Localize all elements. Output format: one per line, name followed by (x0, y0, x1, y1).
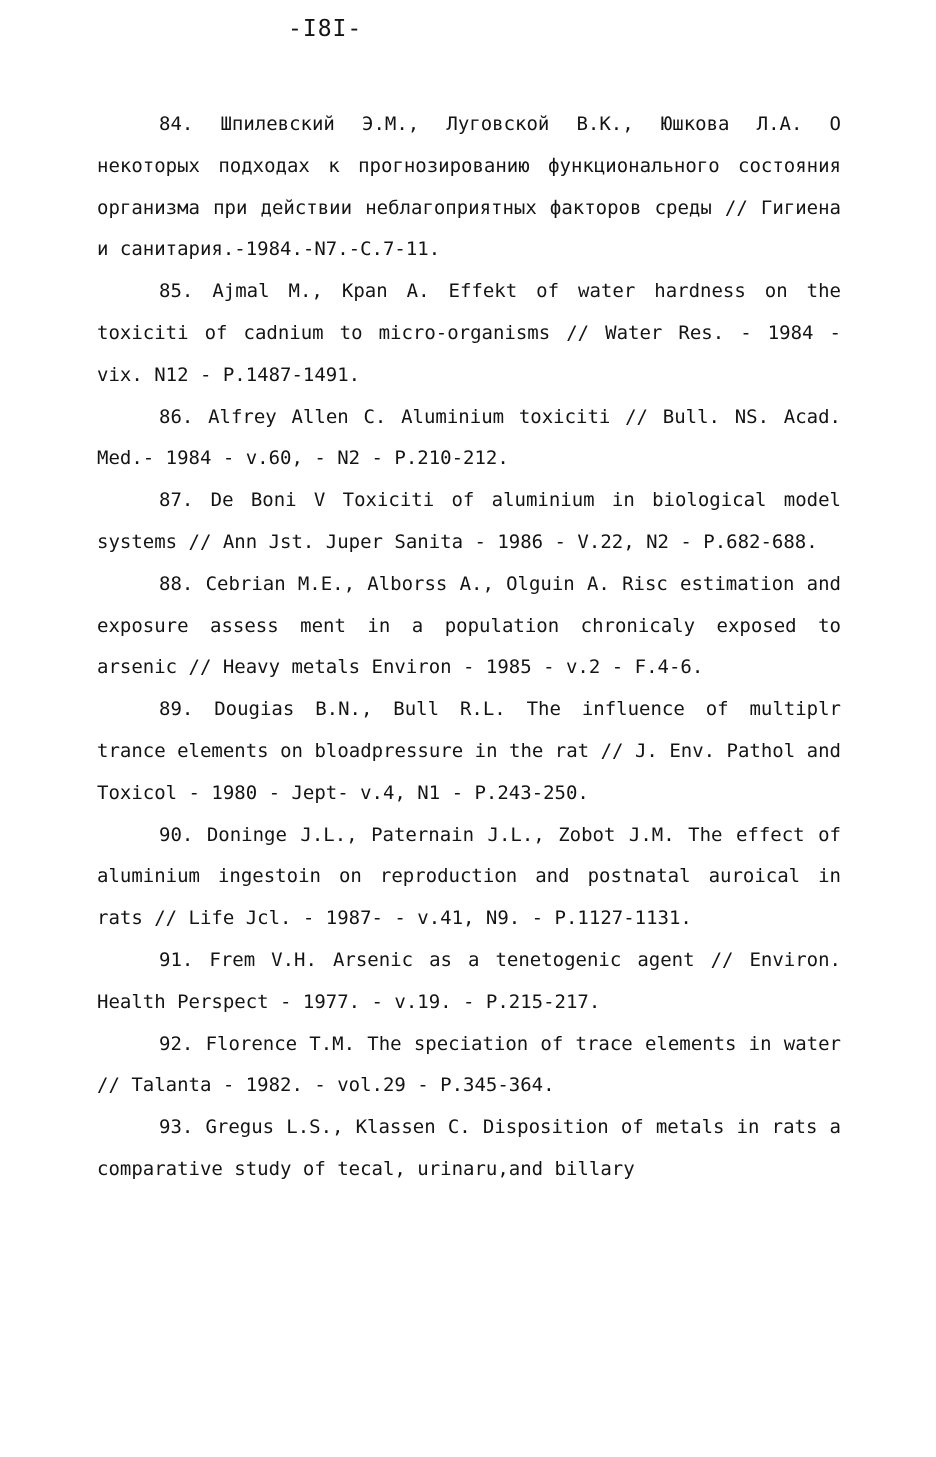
page-number: -I8I- (288, 16, 363, 42)
reference-text: Ajmal M., Kpan A. Effekt of water hardness on the toxiciti of cadnium to micro-organisms // Water Res. - 1984 - vix. N12 - P.1487-1491. (97, 280, 841, 386)
reference-item-93 (97, 1107, 841, 1191)
reference-number: 85. (159, 280, 194, 303)
reference-text: Cebrian M.E., Alborss A., Olguin A. Risc estimation and exposure assess ment in a population chronicaly exposed to arsenic // Heavy metals Environ - 1985 - v.2 - F.4-6. (97, 572, 841, 679)
reference-text: De Boni V Toxiciti of aluminium in biological model systems // Ann Jst. Juper Sanita - 1986 - V.22, N2 - P.682-688. (97, 489, 841, 553)
reference-item-91 (97, 940, 841, 1024)
reference-item-87 (97, 480, 841, 564)
reference-item-92 (97, 1024, 841, 1108)
reference-text: Шпилевский Э.М., Луговской В.К., Юшкова Л.А. О некоторых подходах к прогнозированию функционального состояния организма при действии неблагоприятных факторов среды // Гигиена и санитария.-1984.-N7.-С.7-11. (97, 113, 841, 261)
reference-text: Dougias B.N., Bull R.L. The influence of multiplr trance elements on bloadpressure in the rat // J. Env. Pathol and Toxicol - 1980 - Jept- v.4, N1 - P.243-250. (97, 698, 841, 804)
reference-item-84 (97, 104, 841, 271)
reference-number: 93. (159, 1116, 194, 1139)
reference-text: Gregus L.S., Klassen C. Disposition of metals in rats a comparative study of tecal, urinaru,and billary (97, 1116, 841, 1180)
reference-list (97, 104, 841, 1191)
reference-item-86 (97, 397, 841, 481)
reference-item-90 (97, 815, 841, 940)
reference-number: 84. (159, 113, 194, 135)
reference-number: 88. (159, 572, 194, 595)
reference-text: Doninge J.L., Paternain J.L., Zobot J.M. The effect of aluminium ingestoin on reproduction and postnatal auroical in rats // Life Jcl. - 1987- - v.41, N9. - P.1127-1131. (97, 823, 841, 930)
reference-number: 91. (159, 948, 194, 971)
reference-number: 87. (159, 489, 194, 512)
reference-number: 89. (159, 698, 194, 721)
reference-number: 86. (159, 405, 194, 428)
reference-text: Florence T.M. The speciation of trace elements in water // Talanta - 1982. - vol.29 - P.345-364. (97, 1032, 841, 1097)
reference-text: Alfrey Allen C. Aluminium toxiciti // Bull. NS. Acad. Med.- 1984 - v.60, - N2 - P.210-212. (97, 405, 841, 470)
reference-number: 90. (159, 823, 194, 846)
reference-text: Frem V.H. Arsenic as a tenetogenic agent // Environ. Health Perspect - 1977. - v.19. - P.215-217. (97, 948, 841, 1013)
reference-item-88 (97, 564, 841, 689)
reference-item-85 (97, 271, 841, 396)
reference-item-89 (97, 689, 841, 814)
reference-number: 92. (159, 1032, 194, 1055)
